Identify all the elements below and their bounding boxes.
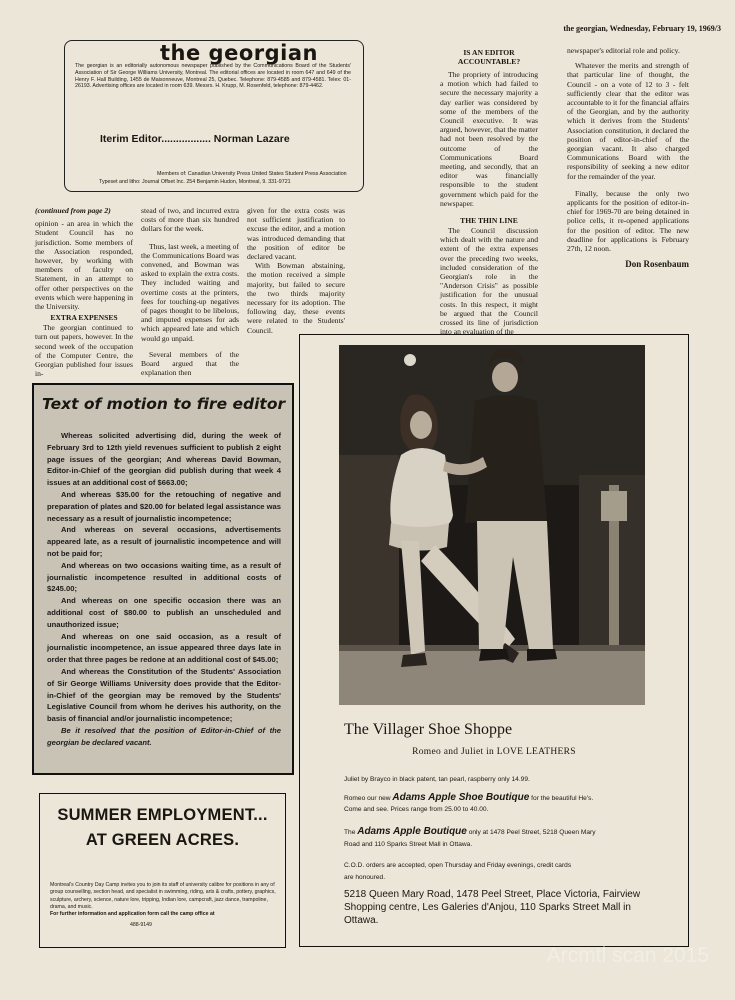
summer-ad-phone: 488-9149 — [130, 922, 152, 929]
continued-note: (continued from page 2) — [35, 206, 111, 215]
subheading-thin-line: THE THIN LINE — [460, 216, 518, 226]
shoe-ad-address: 5218 Queen Mary Road, 1478 Peel Street, Place Victoria, Fairview Shopping centre, Les Galeries d'Anjou, 110 Sparks Street Mall in Ottawa. — [344, 889, 641, 926]
shoe-ad-line-juliet: Juliet by Brayco in black patent, tan pearl, raspberry only 14.99. — [344, 776, 530, 783]
editor-dots: ................ — [164, 133, 211, 145]
article-column-1 — [35, 206, 133, 378]
page-header-date: the georgian, Wednesday, February 19, 1969/3 — [563, 24, 721, 33]
col4-paragraph-2: The Council discussion which dealt with the nature and extent of the extra expenses over the preceding two weeks, included consideration of the Georgian's role in the "Anderson Crisis" as possible justification for the unusual costs. In this respect, it might be argued that the Council crossed its line of jurisdiction into an evaluation of the — [440, 226, 538, 337]
scan-watermark: Arcmtl scan 2015 — [546, 944, 709, 967]
boutique-pre: The — [344, 829, 356, 836]
motion-paragraph: And whereas on two occasions waiting time, as a result of journalistic incompetence resulted in additional costs of $245.00; — [47, 560, 281, 594]
summer-ad-contact: For further information and application form call the camp office at — [50, 911, 215, 918]
col5-paragraph-2: Whatever the merits and strength of that particular line of thought, the Council - on a vote of 12 to 3 - felt sufficiently clear that the editor was accountable to it for the financial affairs of the Georgian, and by the authority which it derives from the Students' Association constitution, it declared the position of editor-in-chief of the georgian vacant. It also charged Communications Board with the responsibility of seeking a new editor for the remainder of the year. — [567, 61, 689, 181]
ad-photo-couple — [339, 345, 645, 705]
masthead-editor-line — [100, 133, 335, 145]
col5-paragraph-3: Finally, because the only two applicants for the position of editor-in-chief for 1969-70 are being detained in police cells, it re-opened applications for the position of editor. The new deadline for applications is February 27th, 12 noon. — [567, 188, 689, 254]
masthead-info: The georgian is an editorially autonomous newspaper published by the Communications Board of the Students' Association of Sir George Williams University, Montreal. The editorial offices are located in room 647 and 649 of the Henry F. Hall Building, 1455 de Maisonneuve, Montreal 25, Quebec. Telephone: 879-4585 and 879-4581. Telex: 01-26193. Advertising offices are located in room 639. Messrs. H. Krupp, M. Rosenfeld, telephone: 879-4462. — [75, 63, 351, 90]
shoe-ad-title: The Villager Shoe Shoppe — [344, 721, 513, 738]
col2-paragraph-3: Several members of the Board argued that the explanation then — [141, 349, 239, 378]
shoe-ad-line-road: Road and 110 Sparks Street Mall in Ottawa. — [344, 841, 473, 848]
shoe-ad-line-cod: C.O.D. orders are accepted, open Thursday and Friday evenings, credit cards — [344, 862, 572, 869]
masthead-typeset: Typeset and litho: Journal Offset Inc. 254 Benjamin Hudon, Montreal, 9. 331-9721 — [99, 179, 291, 185]
col2-paragraph-1: stead of two, and incurred extra costs of more than six hundred dollars for the week. — [141, 206, 239, 234]
shoe-ad-line-credit: are honoured. — [344, 874, 386, 881]
article-column-5 — [567, 46, 689, 269]
col3-paragraph-2: With Bowman abstaining, the motion received a simple majority, but failed to secure the two thirds majority necessary for its adoption. The following day, these events were related to the Students' Council. — [247, 261, 345, 335]
subheading-accountable: IS AN EDITOR ACCOUNTABLE? — [457, 48, 521, 66]
col1-paragraph-1: opinion - an area in which the Student Council has no jurisdiction. Some members of the Association responded, however, by working with members of faculty on Statement, in an attempt to offer other perspectives on the events which were happening in the University. — [35, 219, 133, 312]
shoe-ad-line-romeo — [344, 793, 664, 804]
shoe-ad-line-boutique — [344, 827, 664, 838]
article-column-3 — [247, 206, 345, 335]
article-column-4 — [440, 46, 538, 336]
summer-employment-ad — [39, 793, 286, 948]
byline: Don Rosenbaum — [625, 259, 689, 270]
romeo-pre: Romeo our new — [344, 795, 391, 802]
col4-paragraph-1: The propriety of introducing a motion which had failed to secure the necessary majority a day earlier was considered by some of the members of the Council executive. It was argued, however, that the matter had not been resolved by the outcome of the Communications Board meeting, and secondly, that an editor was financially responsible to the student government which paid for the newspaper. — [440, 70, 538, 208]
col2-paragraph-2: Thus, last week, a meeting of the Communications Board was convened, and Bowman was asked to explain the extra costs. They included waiting and overtime costs at the printers, fees for touching-up negatives of pages thought to be libelous, and imputed expenses for ads which appeared late and which would go unpaid. — [141, 241, 239, 343]
motion-paragraph: And whereas on one specific occasion there was an additional cost of $80.00 to publish an unscheduled and unauthorized issue; — [47, 596, 281, 629]
col1-paragraph-2: The georgian continued to turn out papers, however. In the second week of the occupation of the Computer Centre, the Georgian published four issues in- — [35, 323, 133, 379]
motion-paragraph: And whereas on one said occasion, as a result of journalistic incompetence, an issue appeared three days late in order that three pages be redone at an additional cost of $45.00; — [47, 631, 281, 665]
summer-ad-title-line-1: SUMMER EMPLOYMENT... — [57, 806, 268, 824]
shoe-ad-line-prices: Come and see. Prices range from 25.00 to 40.00. — [344, 806, 489, 813]
col5-paragraph-1: newspaper's editorial role and policy. — [567, 46, 680, 55]
boutique-post: only at 1478 Peel Street, 5218 Queen Mary — [468, 829, 596, 836]
motion-paragraph: Be it resolved that the position of Editor-in-Chief of the georgian be declared vacant. — [47, 725, 281, 747]
motion-paragraph: And whereas $35.00 for the retouching of negative and preparation of plates and $20.00 for belated legal assistance was necessary as a result of journalistic incompetence; — [47, 489, 281, 523]
subheading-extra-expenses: EXTRA EXPENSES — [50, 313, 118, 323]
editor-label: Iterim Editor. — [100, 133, 165, 145]
villager-shoe-ad — [299, 334, 689, 947]
article-column-2 — [141, 206, 239, 377]
motion-paragraph: Whereas solicited advertising did, during the week of February 3rd to 12th yield revenues sufficient to publish 2 eight page issues of the georgian; And whereas David Bowman, Editor-in-Chief of the georgian did publish during that week 4 issues at an additional cost of $663.00; — [47, 431, 281, 488]
couple-photo-illustration — [339, 345, 645, 705]
boutique-name: Adams Apple Boutique — [357, 826, 467, 837]
masthead-logo: the georgian — [160, 41, 318, 65]
motion-title: Text of motion to fire editor — [42, 395, 286, 413]
summer-ad-description: Montreal's Country Day Camp invites you to join its staff of university calibre for positions in any of group counselling, section head, and specialist in swimming, riding, arts & crafts, pottery, graphics, sculpture, archery, science, nature lore, tripping, Indian lore, campcraft, jazz dance, trampoline, drama, and music. — [50, 882, 276, 910]
masthead-members: Members of: Canadian University Press United States Student Press Association — [157, 171, 347, 177]
col3-paragraph-1: given for the extra costs was not sufficient justification to excuse the editor, and a motion was introduced demanding that the position of editor be declared vacant. — [247, 206, 345, 262]
motion-paragraph: And whereas the Constitution of the Students' Association of Sir George Williams University does provide that the Editor-in-Chief of the georgian may be removed by the Students' Legislative Council from whom he derives his authority, on the basis of financial and/or journalistic incompetence; — [47, 666, 281, 724]
shoe-ad-subtitle: Romeo and Juliet in LOVE LEATHERS — [412, 747, 576, 757]
summer-ad-title-line-2: AT GREEN ACRES. — [85, 831, 240, 849]
romeo-post: for the beautiful He's. — [531, 795, 594, 802]
masthead-box — [64, 40, 364, 192]
editor-name: Norman Lazare — [213, 133, 290, 145]
motion-paragraph: And whereas on several occasions, advertisements appeared late, as a result of journalistic incompetence and will not be paid for; — [47, 525, 281, 558]
motion-box — [32, 383, 294, 775]
romeo-boutique-name: Adams Apple Shoe Boutique — [392, 792, 530, 803]
summer-ad-body — [50, 882, 276, 930]
motion-body — [47, 430, 281, 749]
